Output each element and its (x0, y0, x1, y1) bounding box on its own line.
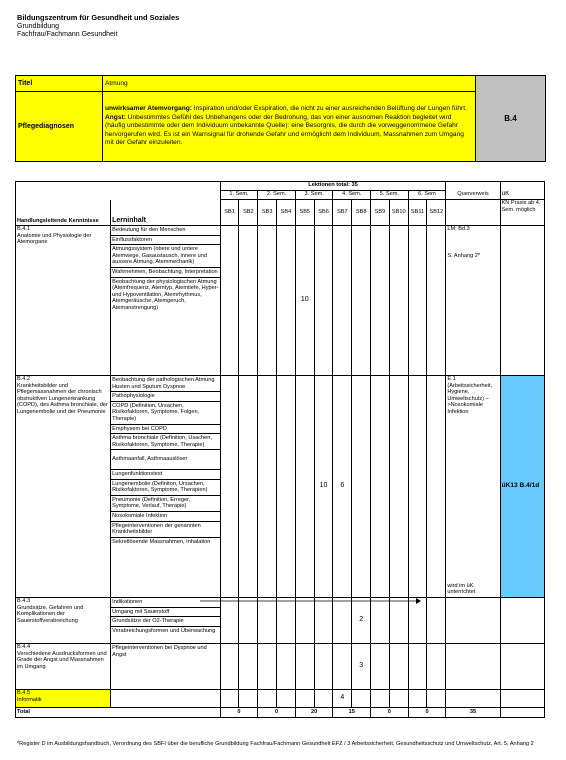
lern-item: Beobachtung der pathologischen Atmung Husten und Sputum Dyspnoe (111, 376, 220, 392)
table-row (16, 376, 545, 598)
module-code: B.4 (476, 76, 546, 162)
lern-item: Pneumonie (Definition, Erreger, Symptome, Verlauf, Therapie) (111, 496, 220, 512)
table-row (16, 226, 545, 376)
lern-item: Pflegeinterventionen der genannten Krankheitsbilder (111, 522, 220, 538)
kn-praxis: KN Praxis ab 4. Sem. möglich (500, 200, 544, 226)
sb-header: SB5 (295, 200, 314, 226)
row-code: B.4.5 (17, 690, 31, 696)
b45-sb7: 4 (333, 690, 352, 708)
header-line-3: Fachfrau/Fachmann Gesundheit (17, 31, 118, 39)
table-row (16, 644, 545, 690)
row-b41-lern (111, 226, 221, 376)
pflegediagnosen-text (103, 92, 476, 162)
sb-header: SB9 (371, 200, 390, 226)
row-b42-lern (111, 376, 221, 598)
row-b43-hl (16, 598, 111, 644)
b41-querverweis (446, 226, 500, 376)
row-title: Verschiedene Ausdrucksformen und Grade der Angst und Massnahmen im Umgang (17, 650, 107, 670)
total-sem5: 0 (371, 708, 409, 718)
total-label: Total (16, 708, 221, 718)
b42-sb6: 10 (314, 376, 333, 598)
b41-sb5: 10 (295, 226, 314, 376)
sb-header: SB10 (389, 200, 408, 226)
total-row (16, 708, 545, 718)
total-sem3: 20 (295, 708, 333, 718)
total-sem2: 0 (258, 708, 296, 718)
arrow-to-uk (200, 596, 422, 606)
sb-header: SB6 (314, 200, 333, 226)
titel-value: Atmung (103, 76, 476, 92)
table-row (16, 690, 545, 708)
lern-item: Lungenembolie (Definiton, Ursachen, Risikofaktoren, Symptome, Therapien) (111, 480, 220, 496)
row-title: Grundsätze, Gefahren und Komplikationen der Sauerstoffverabreichung (17, 604, 84, 624)
lektionen-total: Lektionen total: 35 (220, 182, 446, 191)
total-all: 35 (446, 708, 500, 718)
semester-5: 5. Sem. (371, 191, 409, 200)
total-sem1: 0 (220, 708, 258, 718)
lern-item: Emphysem bei COPD (111, 425, 220, 435)
row-b44-lern (111, 644, 221, 690)
sb-header: SB8 (352, 200, 371, 226)
header-line-2: Grundbildung (17, 22, 60, 30)
footnote: *Register D im Ausbildungshandbuch, Verordnung des SBFI über die berufliche Grundbildung Fachfrau/Fachmann Gesundheit EFZ / 3 Arbeitssicherheit, Gesundheitsschutz und Umweltschutz, Art. 5, Anhang 2 (17, 741, 534, 747)
row-code: B.4.1 (17, 226, 31, 232)
document-header (17, 14, 179, 40)
col-lerninhalt: Lerninhalt (111, 200, 221, 226)
lern-item: Einflussfaktoren (111, 236, 220, 246)
semester-6: 6. Sem (408, 191, 446, 200)
title-diagnosis-table (15, 75, 546, 162)
sb-header: SB2 (239, 200, 258, 226)
row-b42-hl (16, 376, 111, 598)
semester-1: 1. Sem. (220, 191, 258, 200)
b44-sb8: 3 (352, 644, 371, 690)
sb-header: SB11 (408, 200, 427, 226)
lern-item: Umgang mit Sauerstoff (111, 608, 220, 618)
row-title: Anatomie und Physiologie der Atemorgane (17, 232, 92, 246)
row-b44-hl (16, 644, 111, 690)
total-sem4: 15 (333, 708, 371, 718)
lern-item: COPD (Definition, Ursachen, Risikofaktoren, Symptome, Folgen, Therapie) (111, 402, 220, 425)
row-b41-hl (16, 226, 111, 376)
b42-querverweis (446, 376, 500, 598)
lern-item: Beobachtung der physiologischen Atmung (Atemfrequenz, Atemtyp, Atemtiefe, Hyper-und Hypoventilation, Atemrhythmus, Atemgeräusche, Atemgeruch, Atemanstrengung) (112, 278, 219, 311)
lern-item: Sekretlösende Massnahmen, Inhalation (112, 538, 211, 545)
uk-cell: üK13 B.4/1d (500, 376, 544, 598)
lern-item: Verabreichungsformen und Überwachung (112, 627, 216, 634)
institution-name: Bildungszentrum für Gesundheit und Soziales (17, 13, 180, 22)
lern-item: Pathophysiologie (111, 392, 220, 402)
querverweis-header: Querverweis (446, 191, 500, 200)
sb-header: SB7 (333, 200, 352, 226)
semester-3: 3. Sem. (295, 191, 333, 200)
pflegediagnosen-label: Pflegediagnosen (16, 92, 103, 162)
sb-header: SB3 (258, 200, 277, 226)
uk-header: üK (500, 191, 544, 200)
titel-label: Titel (16, 76, 103, 92)
lern-item: Atmungssystem (obere und untere Atemwege, Gasaustausch, innere und äussere Atmung, Atemmechanik) (111, 245, 220, 268)
qv-line: S. Anhang 2* (447, 252, 481, 259)
row-code: B.4.3 (17, 598, 31, 604)
lern-item: Wahrnehmen, Beobachtung, Interpretation (111, 268, 220, 278)
lern-item: Lungenfunktionstest (111, 470, 220, 480)
qv-bottom-note: wird im üK unterrichtet (447, 582, 476, 596)
diagnosis-2-term: Angst: (105, 113, 126, 121)
lern-item: Indikationen (111, 598, 220, 608)
lern-item: Asthmaanfall, Asthmaauslöser (111, 450, 220, 470)
diagnosis-2-text: Unbestimmtes Gefühl des Unbehangens oder der Bedrohung, das von einer ausnomen Reaktion begleitet wird (häufig unbestimmte oder dem Individuum unbekannte Quelle): eine Besorgnis, die durch die vorweggenommene Gefahr hervorgerufen wird. Es ist ein Warnsignal für drohende Gefahr und ermöglicht dem Individuum, Massnahmen zum Umgang mit der Gefahr einzuleiten. (105, 113, 464, 147)
row-b45-hl (16, 690, 111, 708)
b42-sb7: 6 (333, 376, 352, 598)
total-sem6: 0 (408, 708, 446, 718)
col-handlungsleitende: Handlungsleitende Kenntnisse (16, 200, 111, 226)
lern-item: Nosokomiale Infektion (111, 512, 220, 522)
diagnosis-1-text: Inspiration und/oder Exspiration, die nicht zu einer ausreichenden Belüftung der Lungen führt. (191, 105, 467, 113)
lern-item: Pflegeinterventionen bei Dyspnoe und Angst (112, 645, 207, 658)
semester-4: 4. Sem. (333, 191, 371, 200)
qv-line: E.1 (Arbeitssicherheit, Hygiene, Umweltschutz) – >Nosokomiale Infektion (447, 376, 493, 415)
row-code: B.4.2 (17, 376, 31, 382)
sb-header: SB4 (277, 200, 296, 226)
lern-item: Bedeutung für den Menschen (111, 226, 220, 236)
sb-header: SB12 (427, 200, 446, 226)
sb-header: SB1 (220, 200, 239, 226)
qv-line: LM: Bd.3 (447, 226, 470, 232)
lern-item: Grundsätze der O2-Therapie (111, 617, 220, 627)
diagnosis-1-term: unwirksamer Atemvorgang: (105, 105, 192, 113)
lern-item: Asthma bronchiale (Definition, Usachen, Risikofaktoren, Symptome, Therapie) (111, 434, 220, 450)
semester-2: 2. Sem. (258, 191, 296, 200)
row-title: Informatik (17, 696, 42, 703)
row-code: B.4.4 (17, 644, 31, 650)
lesson-table (15, 181, 545, 718)
row-title: Krankheitsbilder und Pflegemassnahmen der chronisch obstruktiven Lungenerkrankung (COPD), des Asthma bronchiale, der Lungenembolie und der Pneumonie (17, 382, 108, 415)
b43-sb8: 2 (352, 598, 371, 644)
